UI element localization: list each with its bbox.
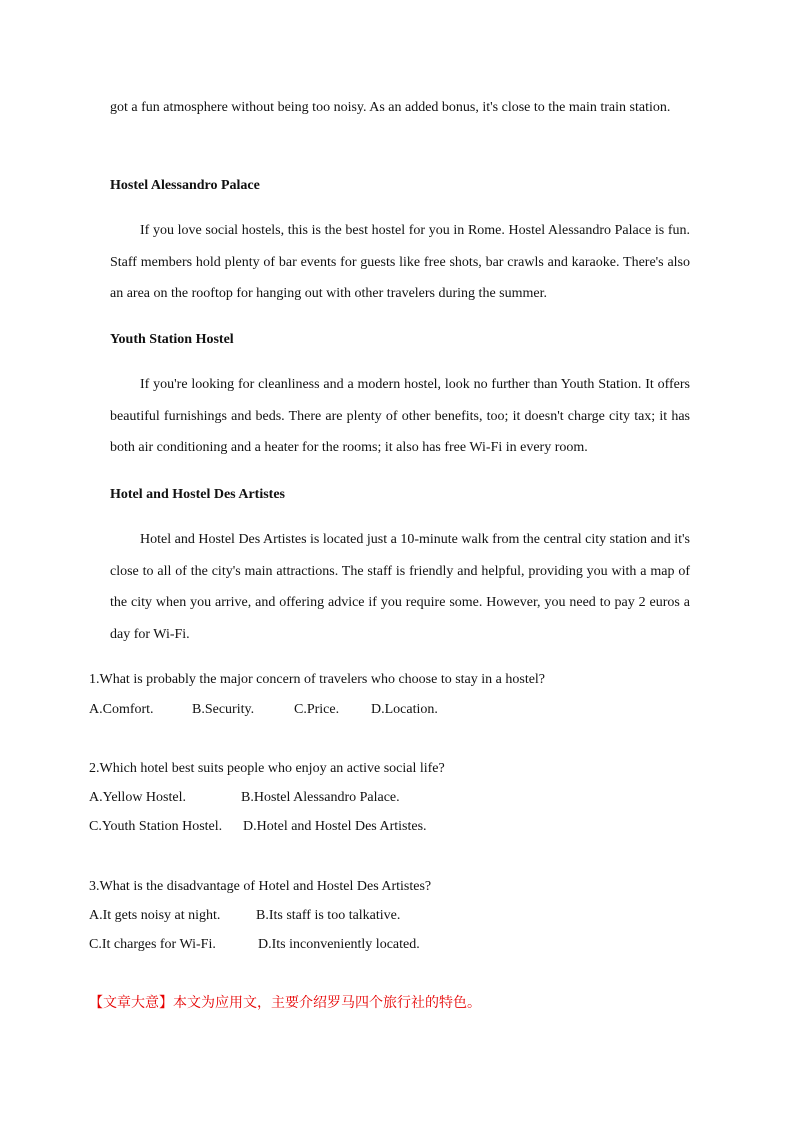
intro-paragraph: got a fun atmosphere without being too noisy. As an added bonus, it's close to the main train station. [110,100,671,115]
option-d: D.Location. [371,702,438,717]
article-summary: 【文章大意】本文为应用文，主要介绍罗马四个旅行社的特色。 [89,995,481,1011]
option-a: A.Comfort. [89,702,154,717]
option-b: B.Security. [192,702,255,717]
option-c: C.Price. [294,702,340,717]
option-d: D.Hotel and Hostel Des Artistes. [243,819,427,834]
question-2: 2.Which hotel best suits people who enjoy an active social life? [89,761,445,776]
option-a: A.Yellow Hostel. [89,790,186,805]
section-heading-youth-station: Youth Station Hostel [110,332,234,347]
option-b: B.Hostel Alessandro Palace. [241,790,400,805]
option-a: A.It gets noisy at night. [89,908,221,923]
option-d: D.Its inconveniently located. [258,937,420,952]
question-1: 1.What is probably the major concern of travelers who choose to stay in a hostel? [89,672,546,687]
section-body-des-artistes: Hotel and Hostel Des Artistes is located just a 10-minute walk from the central city station and it's close to all of the city's main attractions. The staff is friendly and helpful, providing you with a map of the city when you arrive, and offering advice if you require some. However, you need to pay 2 euros a day for Wi-Fi. [110,532,690,642]
section-heading-des-artistes: Hotel and Hostel Des Artistes [110,487,285,502]
section-body-youth-station: If you're looking for cleanliness and a modern hostel, look no further than Youth Station. It offers beautiful furnishings and beds. There are plenty of other benefits, too; it doesn't charge city tax; it has both air conditioning and a heater for the rooms; it also has free Wi-Fi in every room. [110,377,690,455]
option-c: C.Youth Station Hostel. [89,819,223,834]
section-heading-alessandro: Hostel Alessandro Palace [110,178,260,193]
section-body-alessandro: If you love social hostels, this is the best hostel for you in Rome. Hostel Alessandro Palace is fun. Staff members hold plenty of bar events for guests like free shots, bar crawls and karaoke. There's also an area on the rooftop for hanging out with other travelers during the summer. [110,223,690,301]
option-c: C.It charges for Wi-Fi. [89,937,216,952]
question-3: 3.What is the disadvantage of Hotel and Hostel Des Artistes? [89,879,432,894]
option-b: B.Its staff is too talkative. [256,908,401,923]
